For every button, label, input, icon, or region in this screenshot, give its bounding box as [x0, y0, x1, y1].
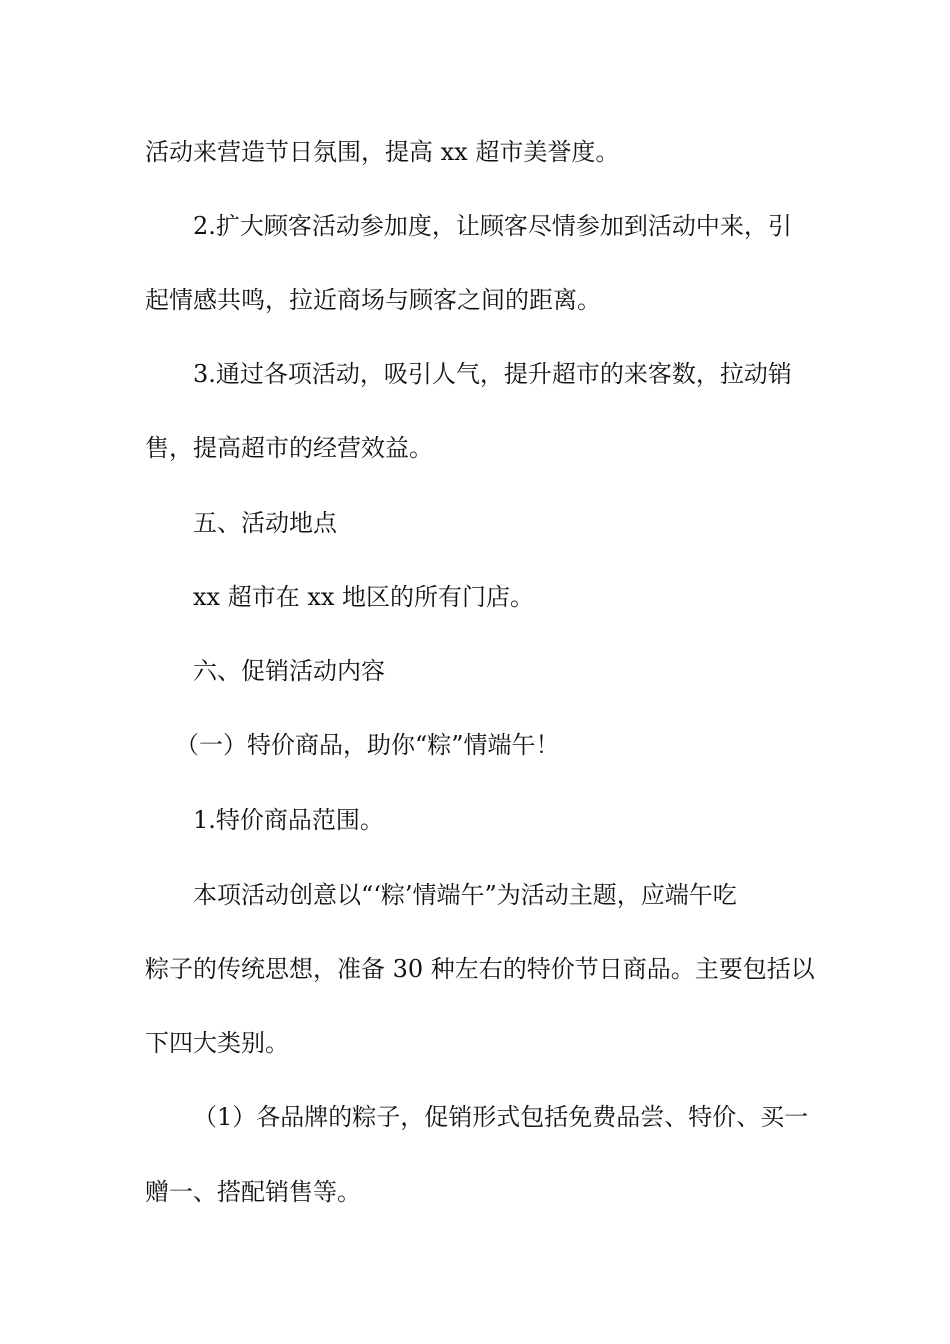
- text-line: （1）各品牌的粽子，促销形式包括免费品尝、特价、买一: [193, 1103, 809, 1131]
- text-line: 1.特价商品范围。: [193, 806, 384, 834]
- text-line: 售，提高超市的经营效益。: [145, 434, 433, 462]
- text-line: 2.扩大顾客活动参加度，让顾客尽情参加到活动中来，引: [193, 212, 792, 240]
- text-line: 3.通过各项活动，吸引人气，提升超市的来客数，拉动销: [193, 360, 792, 388]
- text-line: 赠一、搭配销售等。: [145, 1178, 361, 1206]
- text-line: 起情感共鸣，拉近商场与顾客之间的距离。: [145, 286, 601, 314]
- text-line: 粽子的传统思想，准备 30 种左右的特价节日商品。主要包括以: [145, 955, 815, 983]
- section-heading: 五、活动地点: [193, 509, 337, 537]
- section-heading: 六、促销活动内容: [193, 657, 385, 685]
- text-line: 活动来营造节日氛围，提高 xx 超市美誉度。: [145, 138, 620, 166]
- text-line: 下四大类别。: [145, 1029, 289, 1057]
- text-line: 本项活动创意以“‘粽’情端午”为活动主题，应端午吃: [193, 881, 737, 909]
- text-line: xx 超市在 xx 地区的所有门店。: [193, 583, 535, 611]
- subsection-heading: （一）特价商品，助你“粽”情端午！: [175, 731, 560, 759]
